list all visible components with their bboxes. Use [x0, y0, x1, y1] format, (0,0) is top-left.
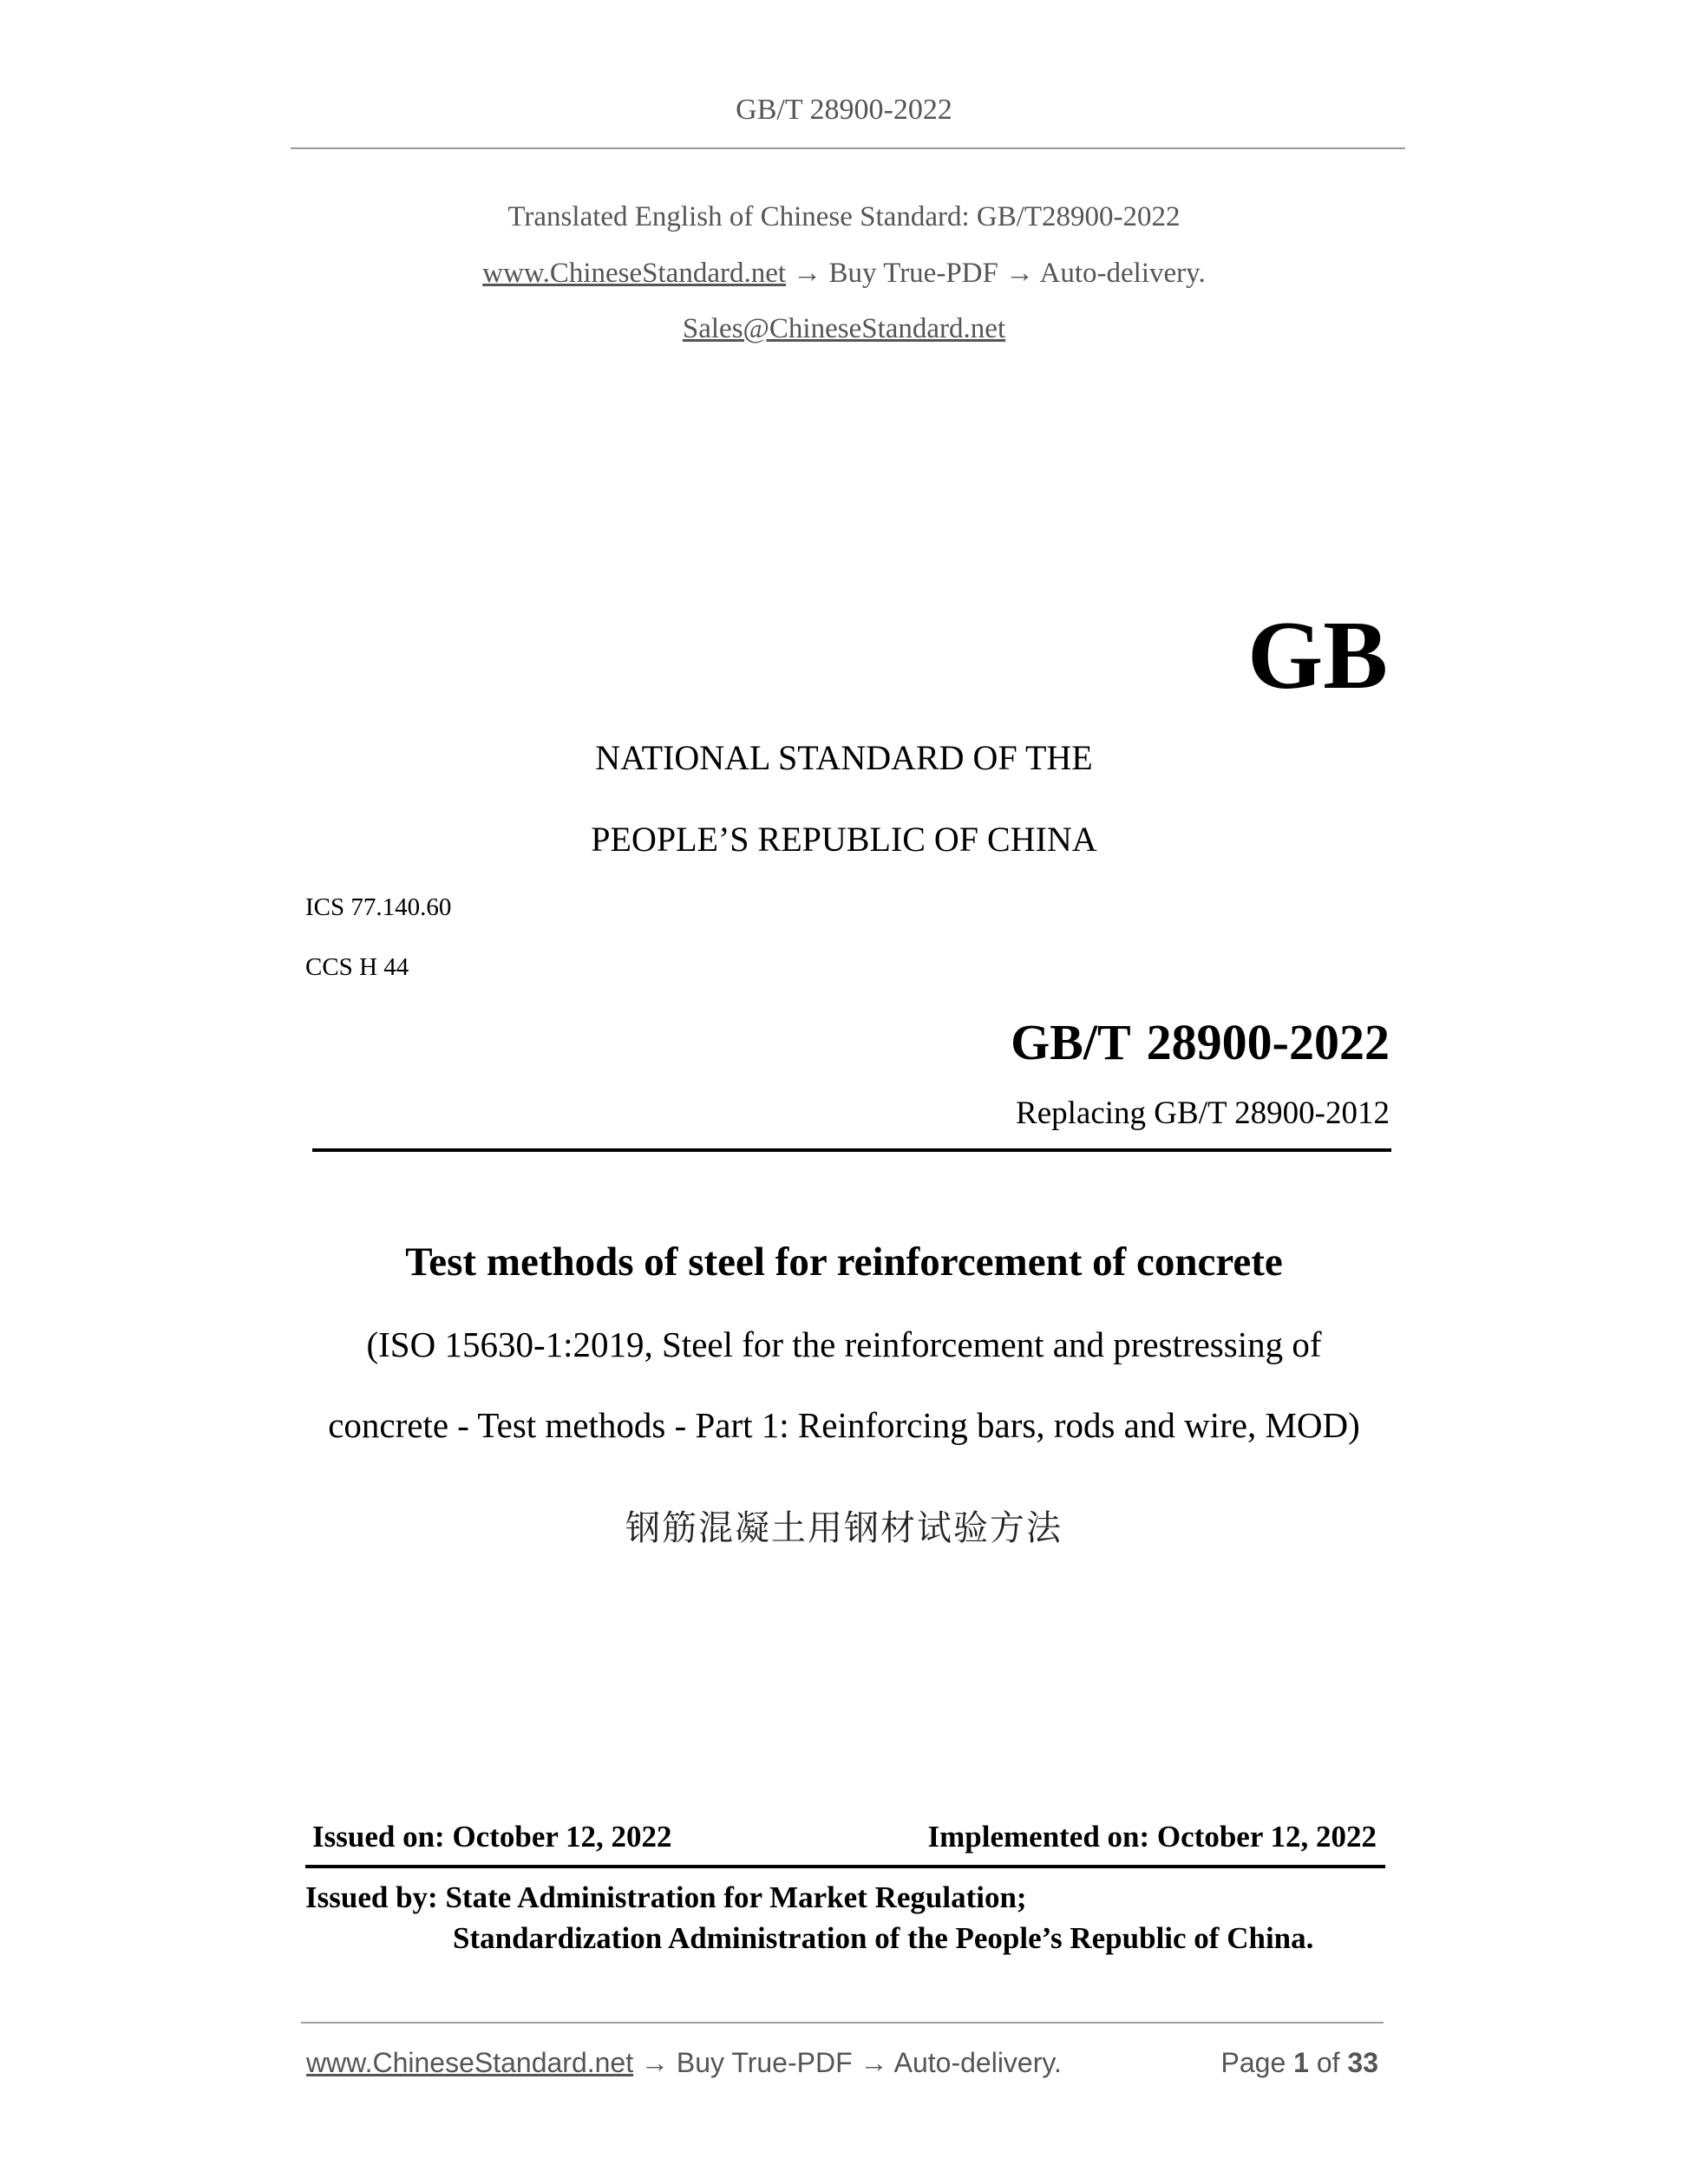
document-title: Test methods of steel for reinforcement of concrete — [405, 1239, 1283, 1285]
arrow-right-icon: → — [1005, 258, 1035, 289]
standard-number — [1011, 1013, 1390, 1071]
dates-divider — [305, 1865, 1385, 1868]
page-indicator — [1221, 2047, 1378, 2079]
standard-code: 28900-2022 — [1146, 1014, 1390, 1070]
footer-site-link[interactable]: www.ChineseStandard.net — [306, 2047, 634, 2078]
auto-delivery-text: Auto-delivery. — [1039, 258, 1206, 289]
issuer-2: Standardization Administration of the People’s Republic of China. — [453, 1921, 1314, 1955]
arrow-right-icon: → — [793, 258, 822, 289]
document-subtitle-line-1: (ISO 15630-1:2019, Steel for the reinforcement and prestressing of — [366, 1324, 1322, 1364]
running-header: GB/T 28900-2022 — [736, 94, 952, 126]
chinese-title: 钢筋混凝土用钢材试验方法 — [625, 1508, 1063, 1548]
page-current: 1 — [1293, 2047, 1309, 2078]
email-line — [0, 313, 1688, 345]
header-divider — [291, 147, 1405, 149]
arrow-right-icon: → — [641, 2047, 669, 2078]
implemented-on-date: Implemented on: October 12, 2022 — [927, 1820, 1377, 1854]
footer-auto-delivery-text: Auto-delivery. — [893, 2047, 1062, 2078]
title-divider — [312, 1148, 1391, 1152]
arrow-right-icon: → — [860, 2047, 888, 2078]
footer-buy-pdf-text: Buy True-PDF — [676, 2047, 853, 2078]
issued-on-date: Issued on: October 12, 2022 — [312, 1820, 672, 1854]
footer-promo — [306, 2047, 1062, 2079]
translation-notice: Translated English of Chinese Standard: GB/T28900-2022 — [507, 201, 1181, 232]
footer-divider — [301, 2022, 1384, 2024]
sales-email-link[interactable]: Sales@ChineseStandard.net — [682, 313, 1006, 344]
ics-code: ICS 77.140.60 — [305, 893, 452, 921]
site-link[interactable]: www.ChineseStandard.net — [482, 258, 787, 289]
national-standard-line-2: PEOPLE’S REPUBLIC OF CHINA — [591, 820, 1097, 859]
page-total: 33 — [1347, 2047, 1378, 2078]
ccs-code: CCS H 44 — [305, 953, 409, 981]
gb-mark: GB — [1247, 602, 1388, 709]
page-of: of — [1316, 2047, 1340, 2078]
document-subtitle-line-2: concrete - Test methods - Part 1: Reinforcing bars, rods and wire, MOD) — [328, 1405, 1360, 1445]
issued-by-label: Issued by: — [305, 1880, 438, 1914]
issuer-1: State Administration for Market Regulation; — [445, 1880, 1027, 1914]
issued-by — [305, 1880, 1027, 1915]
promo-line — [0, 258, 1688, 290]
buy-pdf-text: Buy True-PDF — [828, 258, 998, 289]
page-label: Page — [1220, 2047, 1286, 2078]
national-standard-line-1: NATIONAL STANDARD OF THE — [595, 738, 1093, 777]
replacing-note: Replacing GB/T 28900-2012 — [1016, 1095, 1390, 1131]
standard-prefix: GB/T — [1011, 1014, 1131, 1070]
